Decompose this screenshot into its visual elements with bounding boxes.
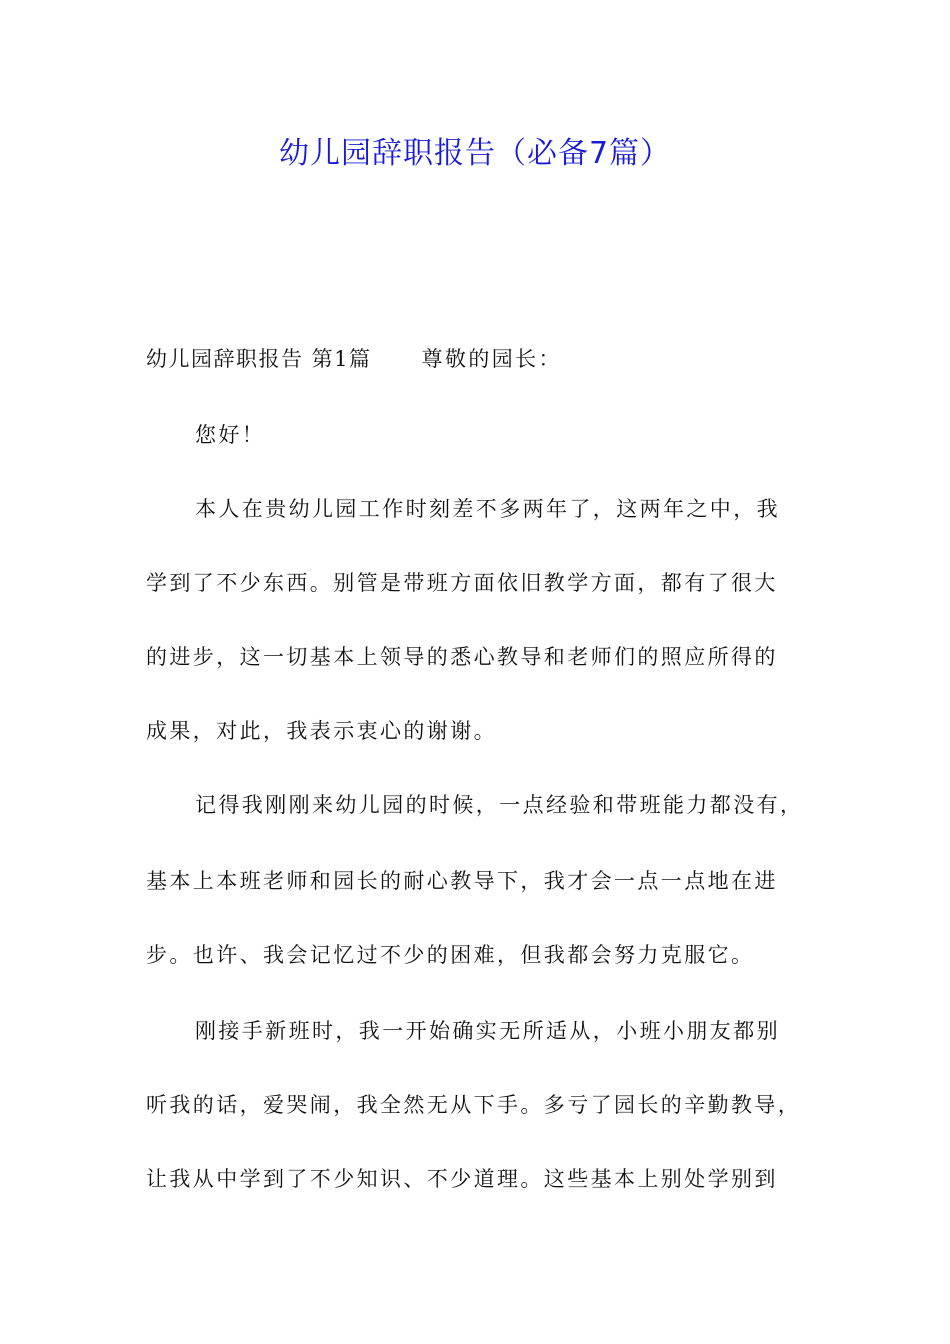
section-heading-line [146,344,836,374]
paragraph-line: 学到了不少东西。别管是带班方面依旧教学方面，都有了很大 [146,571,778,595]
paragraph-line: 基本上本班老师和园长的耐心教导下，我才会一点一点地在进 [146,869,778,893]
greeting: 您好！ [195,423,266,447]
paragraph-line: 步。也许、我会记忆过不少的困难，但我都会努力克服它。 [146,943,755,967]
section-heading: 幼儿园辞职报告 第1篇 [146,347,372,371]
paragraph-line: 记得我刚刚来幼儿园的时候，一点经验和带班能力都没有， [195,793,804,817]
paragraph-line: 成果，对此，我表示衷心的谢谢。 [146,719,497,743]
paragraph-line: 本人在贵幼儿园工作时刻差不多两年了，这两年之中，我 [195,497,780,521]
paragraph-line: 刚接手新班时，我一开始确实无所适从，小班小朋友都别 [195,1019,780,1043]
paragraph-line: 听我的话，爱哭闹，我全然无从下手。多亏了园长的辛勤教导， [146,1093,802,1117]
paragraph-line: 的进步，这一切基本上领导的悉心教导和老师们的照应所得的 [146,645,778,669]
salutation: 尊敬的园长： [421,347,562,371]
document-title: 幼儿园辞职报告（必备7篇） [278,136,672,171]
paragraph-line: 让我从中学到了不少知识、不少道理。这些基本上别处学别到 [146,1167,778,1191]
